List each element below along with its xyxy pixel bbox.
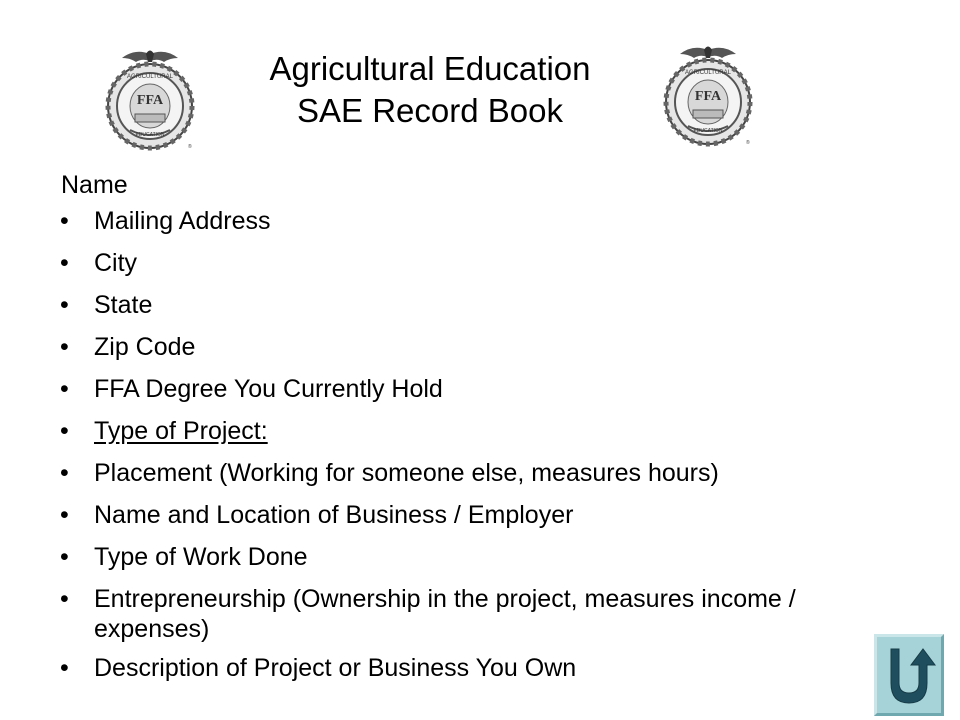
title-line-2: SAE Record Book xyxy=(297,92,563,129)
list-item-state: • State xyxy=(58,290,878,320)
svg-text:FFA: FFA xyxy=(136,93,164,108)
type-of-project-text: Type of Project: xyxy=(94,417,268,445)
list-item-zip-code: • Zip Code xyxy=(58,332,878,362)
svg-text:EDUCATION: EDUCATION xyxy=(135,132,165,138)
list-item-business-employer: • Name and Location of Business / Employer xyxy=(58,500,878,530)
list-item-entrepreneurship: • Entrepreneurship (Ownership in the project, measures income / expenses) xyxy=(58,584,878,644)
svg-text:EDUCATION: EDUCATION xyxy=(693,128,723,134)
return-button[interactable] xyxy=(874,634,944,716)
list-item-placement: • Placement (Working for someone else, measures hours) xyxy=(58,458,878,488)
ffa-emblem-icon xyxy=(658,40,758,150)
svg-text:AGRICULTURAL: AGRICULTURAL xyxy=(685,70,731,76)
list-item-description: • Description of Project or Business You Own xyxy=(58,653,878,683)
svg-text:®: ® xyxy=(188,144,192,150)
slide-title xyxy=(200,48,660,132)
list-item-type-of-work: • Type of Work Done xyxy=(58,542,878,572)
list-item-city: • City xyxy=(58,248,878,278)
field-list xyxy=(58,206,878,683)
svg-text:AGRICULTURAL: AGRICULTURAL xyxy=(127,74,173,80)
ffa-emblem-icon xyxy=(100,44,200,154)
title-line-1: Agricultural Education xyxy=(269,50,591,87)
list-item-type-of-project xyxy=(58,416,878,446)
svg-text:FFA: FFA xyxy=(694,89,722,104)
u-turn-return-icon xyxy=(877,637,941,713)
slide-body xyxy=(58,170,878,695)
list-item-ffa-degree: • FFA Degree You Currently Hold xyxy=(58,374,878,404)
list-item-mailing-address: • Mailing Address xyxy=(58,206,878,236)
svg-text:®: ® xyxy=(746,140,750,146)
name-label: Name xyxy=(61,171,128,199)
